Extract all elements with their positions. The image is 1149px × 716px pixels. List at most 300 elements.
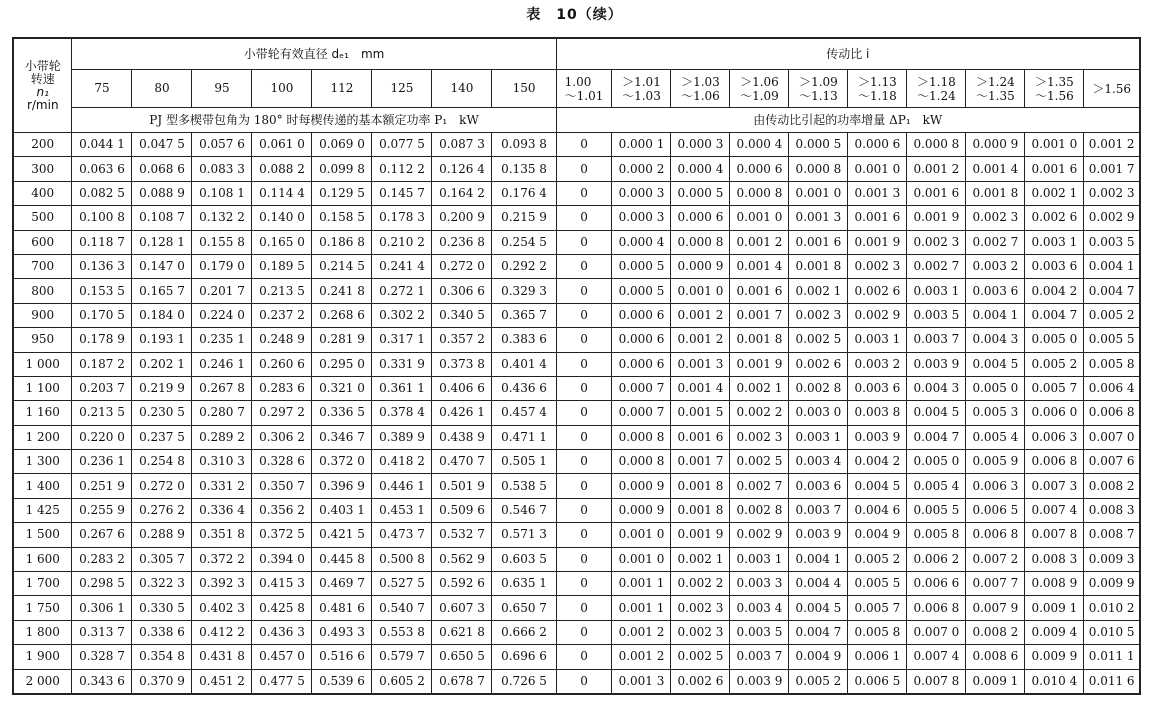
increment-cell: 0.003 4 [789, 450, 848, 474]
increment-cell: 0 [556, 450, 612, 474]
increment-cell: 0.001 2 [730, 230, 789, 254]
table-row [13, 279, 1140, 303]
ratio-range [976, 75, 1015, 103]
ratio-upper: ～1.56 [1035, 88, 1074, 103]
increment-cell: 0.003 0 [789, 401, 848, 425]
increment-cell: 0.007 0 [907, 620, 966, 644]
increment-cell: 0 [556, 572, 612, 596]
power-cell: 0.331 9 [372, 352, 432, 376]
increment-cell: 0.000 9 [612, 498, 671, 522]
power-cell: 0.321 0 [312, 376, 372, 400]
increment-cell: 0 [556, 157, 612, 181]
increment-cell: 0.001 8 [671, 474, 730, 498]
increment-cell: 0.007 3 [1025, 474, 1084, 498]
power-cell: 0.297 2 [252, 401, 312, 425]
power-cell: 0.100 8 [72, 206, 132, 230]
power-cell: 0.562 9 [432, 547, 492, 571]
power-cell: 0.203 7 [72, 376, 132, 400]
rpm-cell: 1 500 [13, 523, 72, 547]
table-row [13, 572, 1140, 596]
increment-cell: 0.001 2 [612, 620, 671, 644]
rpm-cell: 900 [13, 303, 72, 327]
power-cell: 0.082 5 [72, 181, 132, 205]
increment-cell: 0.009 1 [966, 669, 1025, 694]
increment-cell: 0.007 9 [966, 596, 1025, 620]
increment-cell: 0.000 3 [612, 181, 671, 205]
increment-cell: 0.000 6 [612, 328, 671, 352]
power-cell: 0.164 2 [432, 181, 492, 205]
increment-cell: 0.004 7 [789, 620, 848, 644]
increment-cell: 0.006 3 [1025, 425, 1084, 449]
power-cell: 0.145 7 [372, 181, 432, 205]
rpm-cell: 1 000 [13, 352, 72, 376]
power-cell: 0.351 8 [192, 523, 252, 547]
increment-cell: 0.000 8 [612, 425, 671, 449]
increment-cell: 0.002 6 [1025, 206, 1084, 230]
power-cell: 0.343 6 [72, 669, 132, 694]
power-cell: 0.438 9 [432, 425, 492, 449]
diameter-header: 75 [72, 70, 132, 108]
increment-cell: 0.002 6 [848, 279, 907, 303]
increment-cell: 0.000 5 [671, 181, 730, 205]
rpm-cell: 1 900 [13, 645, 72, 669]
power-cell: 0.396 9 [312, 474, 372, 498]
power-cell: 0.213 5 [252, 279, 312, 303]
power-cell: 0.220 0 [72, 425, 132, 449]
power-cell: 0.236 1 [72, 450, 132, 474]
increment-cell: 0 [556, 230, 612, 254]
ratio-header [1084, 70, 1140, 108]
increment-cell: 0.001 3 [612, 669, 671, 694]
power-cell: 0.224 0 [192, 303, 252, 327]
increment-cell: 0.001 6 [1025, 157, 1084, 181]
ratio-lower: ＞1.03 [681, 74, 720, 89]
rpm-cell: 1 100 [13, 376, 72, 400]
power-cell: 0.431 8 [192, 645, 252, 669]
increment-cell: 0.008 6 [966, 645, 1025, 669]
increment-cell: 0.004 5 [789, 596, 848, 620]
power-cell: 0.553 8 [372, 620, 432, 644]
increment-cell: 0.006 4 [1084, 376, 1140, 400]
increment-cell: 0.008 9 [1025, 572, 1084, 596]
power-cell: 0.087 3 [432, 133, 492, 157]
increment-cell: 0 [556, 376, 612, 400]
power-cell: 0.378 4 [372, 401, 432, 425]
power-cell: 0.140 0 [252, 206, 312, 230]
power-cell: 0.186 8 [312, 230, 372, 254]
increment-cell: 0.007 0 [1084, 425, 1140, 449]
increment-cell: 0.002 3 [671, 596, 730, 620]
table-row [13, 498, 1140, 522]
increment-cell: 0.002 3 [907, 230, 966, 254]
increment-cell: 0.006 1 [848, 645, 907, 669]
ratio-header [556, 70, 612, 108]
increment-cell: 0.003 9 [730, 669, 789, 694]
table-row [13, 133, 1140, 157]
power-cell: 0.473 7 [372, 523, 432, 547]
corner-line-2: 转速 [30, 71, 55, 86]
increment-cell: 0.004 5 [907, 401, 966, 425]
increment-cell: 0.003 6 [848, 376, 907, 400]
power-cell: 0.415 3 [252, 572, 312, 596]
increment-cell: 0.000 8 [730, 181, 789, 205]
table-row [13, 645, 1140, 669]
power-cell: 0.213 5 [72, 401, 132, 425]
increment-cell: 0.005 4 [907, 474, 966, 498]
increment-cell: 0.001 0 [848, 157, 907, 181]
ratio-lower: ＞1.18 [917, 74, 956, 89]
power-cell: 0.276 2 [132, 498, 192, 522]
power-cell: 0.328 7 [72, 645, 132, 669]
power-cell: 0.346 7 [312, 425, 372, 449]
increment-cell: 0.003 7 [907, 328, 966, 352]
rpm-corner-header [13, 38, 72, 133]
increment-cell: 0.001 9 [671, 523, 730, 547]
power-cell: 0.306 2 [252, 425, 312, 449]
power-cell: 0.538 5 [492, 474, 556, 498]
increment-cell: 0.002 1 [730, 376, 789, 400]
power-cell: 0.412 2 [192, 620, 252, 644]
increment-cell: 0.004 7 [907, 425, 966, 449]
power-cell: 0.044 1 [72, 133, 132, 157]
increment-cell: 0.001 9 [848, 230, 907, 254]
increment-cell: 0.008 7 [1084, 523, 1140, 547]
increment-cell: 0 [556, 596, 612, 620]
increment-cell: 0.005 2 [848, 547, 907, 571]
increment-cell: 0.002 1 [789, 279, 848, 303]
power-cell: 0.288 9 [132, 523, 192, 547]
table-row [13, 425, 1140, 449]
rpm-cell: 300 [13, 157, 72, 181]
ratio-range [1035, 75, 1074, 103]
increment-cell: 0.003 3 [730, 572, 789, 596]
increment-cell: 0.007 7 [966, 572, 1025, 596]
power-cell: 0.061 0 [252, 133, 312, 157]
power-cell: 0.295 0 [312, 352, 372, 376]
power-cell: 0.500 8 [372, 547, 432, 571]
power-cell: 0.592 6 [432, 572, 492, 596]
rpm-cell: 1 425 [13, 498, 72, 522]
diameter-header: 95 [192, 70, 252, 108]
power-cell: 0.136 3 [72, 254, 132, 278]
table-row [13, 230, 1140, 254]
corner-line-1: 小带轮 [24, 58, 61, 73]
table-row [13, 328, 1140, 352]
increment-cell: 0.002 9 [730, 523, 789, 547]
power-cell: 0.446 1 [372, 474, 432, 498]
power-cell: 0.272 1 [372, 279, 432, 303]
power-cell: 0.571 3 [492, 523, 556, 547]
power-cell: 0.202 1 [132, 352, 192, 376]
increment-cell: 0.000 6 [848, 133, 907, 157]
increment-cell: 0.003 5 [1084, 230, 1140, 254]
increment-cell: 0.005 2 [1084, 303, 1140, 327]
increment-cell: 0.004 9 [848, 523, 907, 547]
power-cell: 0.230 5 [132, 401, 192, 425]
power-cell: 0.165 0 [252, 230, 312, 254]
rpm-cell: 200 [13, 133, 72, 157]
diameter-header: 140 [432, 70, 492, 108]
increment-cell: 0.002 3 [966, 206, 1025, 230]
increment-cell: 0.003 7 [789, 498, 848, 522]
power-cell: 0.621 8 [432, 620, 492, 644]
power-cell: 0.255 9 [72, 498, 132, 522]
power-cell: 0.678 7 [432, 669, 492, 694]
power-cell: 0.373 8 [432, 352, 492, 376]
power-cell: 0.189 5 [252, 254, 312, 278]
power-cell: 0.328 6 [252, 450, 312, 474]
ratio-upper: ～1.24 [917, 88, 956, 103]
increment-cell: 0.000 5 [612, 254, 671, 278]
increment-cell: 0.003 6 [966, 279, 1025, 303]
increment-cell: 0.001 6 [789, 230, 848, 254]
increment-cell: 0.005 8 [1084, 352, 1140, 376]
increment-cell: 0.001 7 [1084, 157, 1140, 181]
increment-cell: 0.005 7 [1025, 376, 1084, 400]
power-cell: 0.063 6 [72, 157, 132, 181]
table-row [13, 303, 1140, 327]
increment-cell: 0.002 3 [848, 254, 907, 278]
increment-cell: 0 [556, 523, 612, 547]
table-row [13, 181, 1140, 205]
diameter-header: 80 [132, 70, 192, 108]
power-cell: 0.436 3 [252, 620, 312, 644]
increment-cell: 0.002 5 [789, 328, 848, 352]
corner-line-4: r/min [26, 97, 59, 112]
increment-cell: 0.002 3 [671, 620, 730, 644]
increment-cell: 0.011 1 [1084, 645, 1140, 669]
increment-cell: 0.001 1 [612, 596, 671, 620]
power-cell: 0.267 8 [192, 376, 252, 400]
increment-cell: 0.001 0 [789, 181, 848, 205]
diameter-header: 100 [252, 70, 312, 108]
power-cell: 0.425 8 [252, 596, 312, 620]
power-cell: 0.069 0 [312, 133, 372, 157]
increment-cell: 0.001 6 [671, 425, 730, 449]
power-cell: 0.605 2 [372, 669, 432, 694]
power-cell: 0.445 8 [312, 547, 372, 571]
rpm-cell: 500 [13, 206, 72, 230]
power-cell: 0.406 6 [432, 376, 492, 400]
power-cell: 0.436 6 [492, 376, 556, 400]
power-cell: 0.481 6 [312, 596, 372, 620]
increment-cell: 0.000 6 [612, 352, 671, 376]
power-cell: 0.200 9 [432, 206, 492, 230]
power-cell: 0.246 1 [192, 352, 252, 376]
increment-cell: 0.001 4 [966, 157, 1025, 181]
diameter-header: 150 [492, 70, 556, 108]
increment-cell: 0.005 8 [907, 523, 966, 547]
increment-cell: 0.002 9 [1084, 206, 1140, 230]
increment-cell: 0.010 2 [1084, 596, 1140, 620]
increment-cell: 0.005 0 [907, 450, 966, 474]
power-cell: 0.306 1 [72, 596, 132, 620]
power-cell: 0.088 9 [132, 181, 192, 205]
power-cell: 0.272 0 [132, 474, 192, 498]
power-cell: 0.338 6 [132, 620, 192, 644]
power-cell: 0.394 0 [252, 547, 312, 571]
increment-cell: 0.004 3 [966, 328, 1025, 352]
increment-cell: 0.000 2 [612, 157, 671, 181]
increment-cell: 0.000 3 [612, 206, 671, 230]
increment-cell: 0.006 8 [907, 596, 966, 620]
increment-cell: 0.005 7 [848, 596, 907, 620]
power-cell: 0.283 6 [252, 376, 312, 400]
power-cell: 0.403 1 [312, 498, 372, 522]
increment-cell: 0.002 5 [730, 450, 789, 474]
power-cell: 0.650 7 [492, 596, 556, 620]
increment-cell: 0.000 8 [907, 133, 966, 157]
increment-cell: 0.004 3 [907, 376, 966, 400]
ratio-header [848, 70, 907, 108]
ratio-upper: ～1.03 [622, 88, 661, 103]
increment-cell: 0.001 7 [730, 303, 789, 327]
power-cell: 0.317 1 [372, 328, 432, 352]
power-cell: 0.340 5 [432, 303, 492, 327]
increment-cell: 0.001 0 [730, 206, 789, 230]
increment-cell: 0.001 6 [730, 279, 789, 303]
rpm-cell: 600 [13, 230, 72, 254]
power-cell: 0.057 6 [192, 133, 252, 157]
increment-cell: 0.000 5 [612, 279, 671, 303]
increment-cell: 0.002 6 [789, 352, 848, 376]
increment-cell: 0.000 8 [671, 230, 730, 254]
ratio-lower: ＞1.24 [976, 74, 1015, 89]
power-cell: 0.236 8 [432, 230, 492, 254]
increment-cell: 0.001 6 [848, 206, 907, 230]
increment-cell: 0.000 6 [730, 157, 789, 181]
increment-cell: 0.010 4 [1025, 669, 1084, 694]
power-cell: 0.546 7 [492, 498, 556, 522]
ratio-header [671, 70, 730, 108]
increment-cell: 0.002 9 [848, 303, 907, 327]
power-cell: 0.289 2 [192, 425, 252, 449]
power-cell: 0.254 8 [132, 450, 192, 474]
increment-cell: 0.003 1 [730, 547, 789, 571]
increment-cell: 0.000 4 [612, 230, 671, 254]
power-cell: 0.178 3 [372, 206, 432, 230]
power-cell: 0.696 6 [492, 645, 556, 669]
power-cell: 0.471 1 [492, 425, 556, 449]
power-cell: 0.281 9 [312, 328, 372, 352]
power-cell: 0.666 2 [492, 620, 556, 644]
power-cell: 0.210 2 [372, 230, 432, 254]
power-cell: 0.336 4 [192, 498, 252, 522]
increment-cell: 0.001 2 [671, 303, 730, 327]
rpm-cell: 1 300 [13, 450, 72, 474]
table-row [13, 547, 1140, 571]
increment-cell: 0.010 5 [1084, 620, 1140, 644]
increment-cell: 0.001 9 [907, 206, 966, 230]
power-cell: 0.313 7 [72, 620, 132, 644]
increment-cell: 0.003 1 [1025, 230, 1084, 254]
power-cell: 0.132 2 [192, 206, 252, 230]
increment-cell: 0.005 2 [1025, 352, 1084, 376]
rpm-cell: 1 600 [13, 547, 72, 571]
increment-cell: 0.001 2 [671, 328, 730, 352]
power-cell: 0.268 6 [312, 303, 372, 327]
ratio-lower: ＞1.56 [1092, 81, 1132, 96]
increment-cell: 0.002 6 [671, 669, 730, 694]
power-cell: 0.193 1 [132, 328, 192, 352]
power-cell: 0.477 5 [252, 669, 312, 694]
increment-cell: 0.004 1 [789, 547, 848, 571]
diameter-header: 125 [372, 70, 432, 108]
increment-cell: 0.009 4 [1025, 620, 1084, 644]
power-cell: 0.118 7 [72, 230, 132, 254]
power-cell: 0.361 1 [372, 376, 432, 400]
power-cell: 0.392 3 [192, 572, 252, 596]
power-cell: 0.187 2 [72, 352, 132, 376]
power-cell: 0.283 2 [72, 547, 132, 571]
table-row [13, 596, 1140, 620]
corner-line-3: n₁ [36, 84, 49, 99]
ratio-upper: ～1.18 [858, 88, 897, 103]
power-cell: 0.083 3 [192, 157, 252, 181]
increment-cell: 0.001 0 [671, 279, 730, 303]
power-cell: 0.383 6 [492, 328, 556, 352]
power-cell: 0.401 4 [492, 352, 556, 376]
ratio-upper: ～1.35 [976, 88, 1015, 103]
increment-cell: 0 [556, 474, 612, 498]
power-cell: 0.272 0 [432, 254, 492, 278]
increment-cell: 0.007 8 [1025, 523, 1084, 547]
increment-cell: 0.001 7 [671, 450, 730, 474]
ratio-range [917, 75, 956, 103]
power-cell: 0.389 9 [372, 425, 432, 449]
table-row [13, 206, 1140, 230]
power-cell: 0.493 3 [312, 620, 372, 644]
ratio-lower: ＞1.13 [858, 74, 897, 89]
increment-cell: 0.003 1 [907, 279, 966, 303]
increment-cell: 0.000 8 [789, 157, 848, 181]
increment-cell: 0.003 1 [789, 425, 848, 449]
power-cell: 0.251 9 [72, 474, 132, 498]
power-cell: 0.322 3 [132, 572, 192, 596]
increment-cell: 0.004 4 [789, 572, 848, 596]
table-row [13, 450, 1140, 474]
increment-cell: 0.002 8 [789, 376, 848, 400]
power-cell: 0.241 8 [312, 279, 372, 303]
increment-cell: 0.001 3 [671, 352, 730, 376]
increment-cell: 0.001 8 [671, 498, 730, 522]
increment-cell: 0.001 4 [730, 254, 789, 278]
power-cell: 0.298 5 [72, 572, 132, 596]
power-cell: 0.532 7 [432, 523, 492, 547]
increment-cell: 0.009 3 [1084, 547, 1140, 571]
ratio-range [565, 75, 604, 103]
increment-cell: 0.008 3 [1025, 547, 1084, 571]
increment-cell: 0.001 2 [612, 645, 671, 669]
power-cell: 0.093 8 [492, 133, 556, 157]
power-cell: 0.077 5 [372, 133, 432, 157]
increment-cell: 0.001 0 [1025, 133, 1084, 157]
increment-cell: 0 [556, 303, 612, 327]
increment-cell: 0.001 3 [789, 206, 848, 230]
increment-cell: 0.001 9 [730, 352, 789, 376]
ratio-group-header: 传动比 i [556, 38, 1140, 70]
increment-cell: 0.000 3 [671, 133, 730, 157]
power-cell: 0.114 4 [252, 181, 312, 205]
increment-cell: 0.000 4 [671, 157, 730, 181]
increment-cell: 0.007 4 [1025, 498, 1084, 522]
increment-cell: 0.004 2 [848, 450, 907, 474]
increment-cell: 0.003 9 [907, 352, 966, 376]
ratio-lower: 1.00 [564, 74, 592, 89]
power-cell: 0.147 0 [132, 254, 192, 278]
power-cell: 0.607 3 [432, 596, 492, 620]
power-cell: 0.372 5 [252, 523, 312, 547]
